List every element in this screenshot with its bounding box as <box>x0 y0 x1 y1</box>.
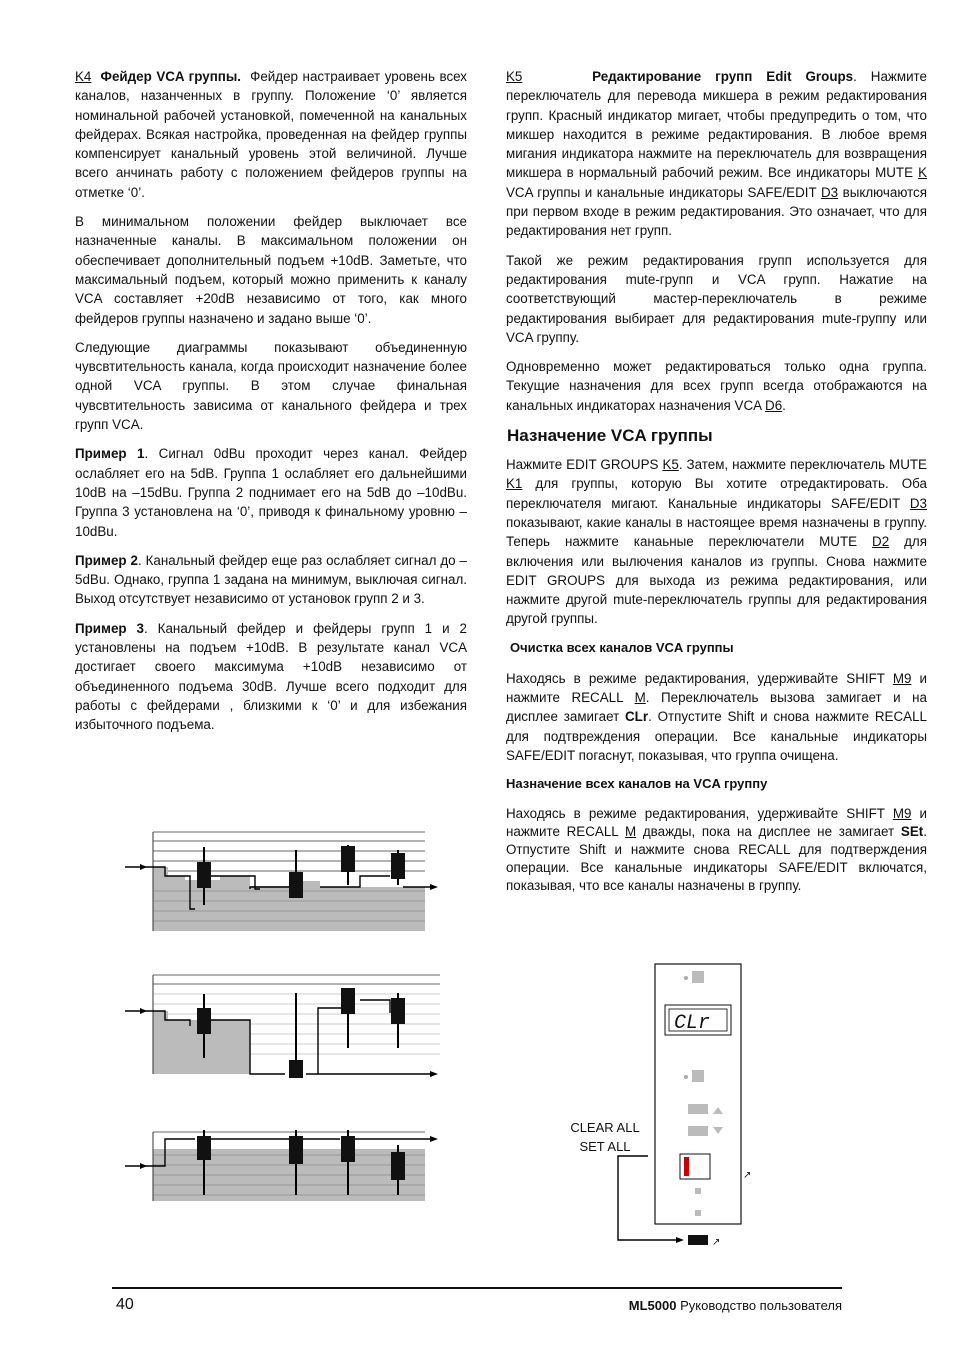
fader-diagram-1 <box>120 825 450 935</box>
svg-text:↗: ↗ <box>712 1237 721 1248</box>
ref-k5: K5 <box>506 69 523 84</box>
r4-text-4: показывают, какие каналы в настоящее время назначены в группу. Теперь нажмите канаьные переключатели MUTE <box>506 514 927 550</box>
ref-k4: K4 <box>75 69 92 84</box>
k5-text-1: . Нажмите переключатель для перевода микшера в режим редактирования групп. Красный индикатор мигает, чтобы предупредить о том, что микшер находится в режиме редактирования. В любое время мигания индикатора нажмите на переключатель для возвращения микшера в нормальный рабочий режим. Все индикаторы MUTE <box>506 69 927 181</box>
footer-title-text: Руководство пользователя <box>676 1298 842 1313</box>
ref-d2: D2 <box>872 534 890 550</box>
ref-d3: D3 <box>820 184 839 200</box>
subheading-clear: Очистка всех каналов VCA группы <box>510 639 734 655</box>
paragraph-2: В минимальном положении фейдер выключает все назначенные каналы. В максимальном положении он обеспечивает дополнительный подъем +10dB. Заметьте, что максимальный подъем, который можно применить к каналу VCA составляет +20dB независимо от того, как много фейдеров группы назначено и задано выше ‘0’. <box>75 214 467 326</box>
ref-k5b: K5 <box>662 457 679 473</box>
r6-text-3: дважды, пока на дисплее не замигает <box>636 824 901 840</box>
footer-model: ML5000 <box>628 1298 677 1313</box>
section-heading: Назначение VCA группы <box>507 426 713 446</box>
paragraph-r5 <box>506 669 927 765</box>
left-column <box>75 67 467 745</box>
ref-d3b: D3 <box>909 495 927 511</box>
r5-text-1: Находясь в режиме редактирования, удерживайте SHIFT <box>506 670 893 686</box>
footer-title <box>629 1298 842 1313</box>
paragraph-r4 <box>506 455 927 629</box>
example-3-label: Пример 3 <box>75 620 144 636</box>
paragraph-r2: Такой же режим редактирования групп используется для редактирования mute-групп и VCA групп. Нажатие на соответствующий мастер-переключатель в режиме редактирования выбирает для редактирования mute-группу или VCA группу. <box>506 252 927 345</box>
r4-text-1: Нажмите EDIT GROUPS <box>506 457 663 473</box>
ref-m9: M9 <box>892 670 912 686</box>
r4-text-5: для включения или вылючения каналов из группы. Снова нажмите EDIT GROUPS для выхода из режима редактирования, или нажмите другой mute-переключатель группы для редактирования другой группы. <box>506 534 927 627</box>
example-3-text: . Канальный фейдер и фейдеры групп 1 и 2 установлены на подъем +10dB. В результате канал VCA достигает своего максимума +10dB независимо от объединенного подъема 30dB. Лучше всего подходит для работы с фейдерами , близкими к ‘0’ и для избежания избыточного подъема. <box>75 620 467 733</box>
r5-text-4: . Отпустите Shift и снова нажмите RECALL для подтвреждения операции. Все канальные индикаторы SAFE/EDIT погаснут, показывая, что группа очищена. <box>506 709 927 763</box>
panel-display: CLr <box>674 1012 711 1035</box>
example-2 <box>75 551 467 609</box>
r3-text-1: Одновременно может редактироваться только одна группа. Текущие назначения для всех групп всегда отображаются на канальных индикаторах назначения VCA <box>506 359 927 413</box>
example-1-text: . Сигнал 0dBu проходит через канал. Фейдер ослабляет его на 5dB. Группа 1 ослабляет его дальнейшими 10dB на –15dBu. Группа 2 поднимает его на 5dB до –10dBu. Группа 3 установлена на ‘0’, приводя к финальному уровню –10dBu. <box>75 446 467 539</box>
r5-text-3: . Переключатель вызова замигает и на дисплее замигает <box>506 690 927 725</box>
ref-m9b: M9 <box>892 806 912 822</box>
r6-text-4: . Отпустите Shift и нажмите снова RECALL для подтверждения операции. Все канальные индикаторы SAFE/EDIT включатся, показывая, что все каналы назначены в группу. <box>506 824 927 894</box>
ref-d6: D6 <box>765 397 783 413</box>
clear-all-label: CLEAR ALL <box>570 1120 640 1135</box>
fader-diagram-2 <box>120 968 450 1078</box>
paragraph-r3 <box>506 357 927 415</box>
ref-k1: K1 <box>506 476 523 492</box>
fader-diagram-3 <box>120 1125 450 1235</box>
example-1 <box>75 444 467 540</box>
clr-bold: CLr <box>625 709 649 725</box>
example-2-text: . Канальный фейдер еще раз ослабляет сигнал до –5dBu. Однако, группа 1 задана на минимум, выключая сигнал. Выход отсутствует независимо от установок групп 2 и 3. <box>75 552 467 607</box>
example-2-label: Пример 2 <box>75 552 138 568</box>
subheading-set: Назначение всех каналов на VCA группу <box>506 776 768 792</box>
set-bold: SEt <box>900 824 924 840</box>
ref-mb: M <box>624 824 637 840</box>
example-3 <box>75 619 467 735</box>
k4-title: Фейдер VCA группы. <box>100 69 242 84</box>
paragraph-k4 <box>75 67 467 202</box>
footer-rule <box>112 1287 842 1289</box>
r4-text-2: . Затем, нажмите переключатель MUTE <box>678 457 927 473</box>
set-all-label: SET ALL <box>579 1139 631 1154</box>
paragraph-3: Следующие диаграммы показывают объединенную чувсвтительность канала, когда происходит назначение более одной VCA группы. В этом случае финальная чувсвтительность зависима от канального фейдера и трех групп VCA. <box>75 339 467 433</box>
k4-text: Фейдер настраивает уровень всех каналов, назанченных в группу. Положение ‘0’ является номинальной рабочей установкой, помеченной на канальных фейдерах. Всякая настройка, проведенная на фейдер группы компенсирует канальный уровень этой величиной. Лучше всего анчинать работу с положением фейдеров группы на отметке ‘0’. <box>75 69 467 200</box>
example-1-label: Пример 1 <box>75 446 145 462</box>
r4-text-3: для группы, которую Вы хотите отредактировать. Оба переключателя мигают. Канальные индикаторы SAFE/EDIT <box>506 476 927 511</box>
r3-text-2: . <box>782 397 786 413</box>
k5-text-2: VCA группы и канальные индикаторы SAFE/EDIT <box>506 184 821 200</box>
r5-text-2: и нажмите RECALL <box>506 670 927 706</box>
control-panel-diagram <box>610 960 760 1250</box>
r6-text-1: Находясь в режиме редактирования, удерживайте SHIFT <box>506 806 893 822</box>
ref-k: K <box>918 165 927 181</box>
r6-text-2: и нажмите RECALL <box>506 806 927 840</box>
svg-text:↗: ↗ <box>743 1170 752 1181</box>
page-number: 40 <box>116 1296 134 1313</box>
paragraph-k5 <box>506 67 927 241</box>
k5-title: Редактирование групп Edit Groups <box>592 69 854 84</box>
paragraph-r6 <box>506 805 927 895</box>
ref-m: M <box>634 690 646 706</box>
k5-text-3: выключаются при первом входе в режим редактирования. Это означает, что для редактирования нет групп. <box>506 184 927 239</box>
right-column <box>506 67 927 905</box>
